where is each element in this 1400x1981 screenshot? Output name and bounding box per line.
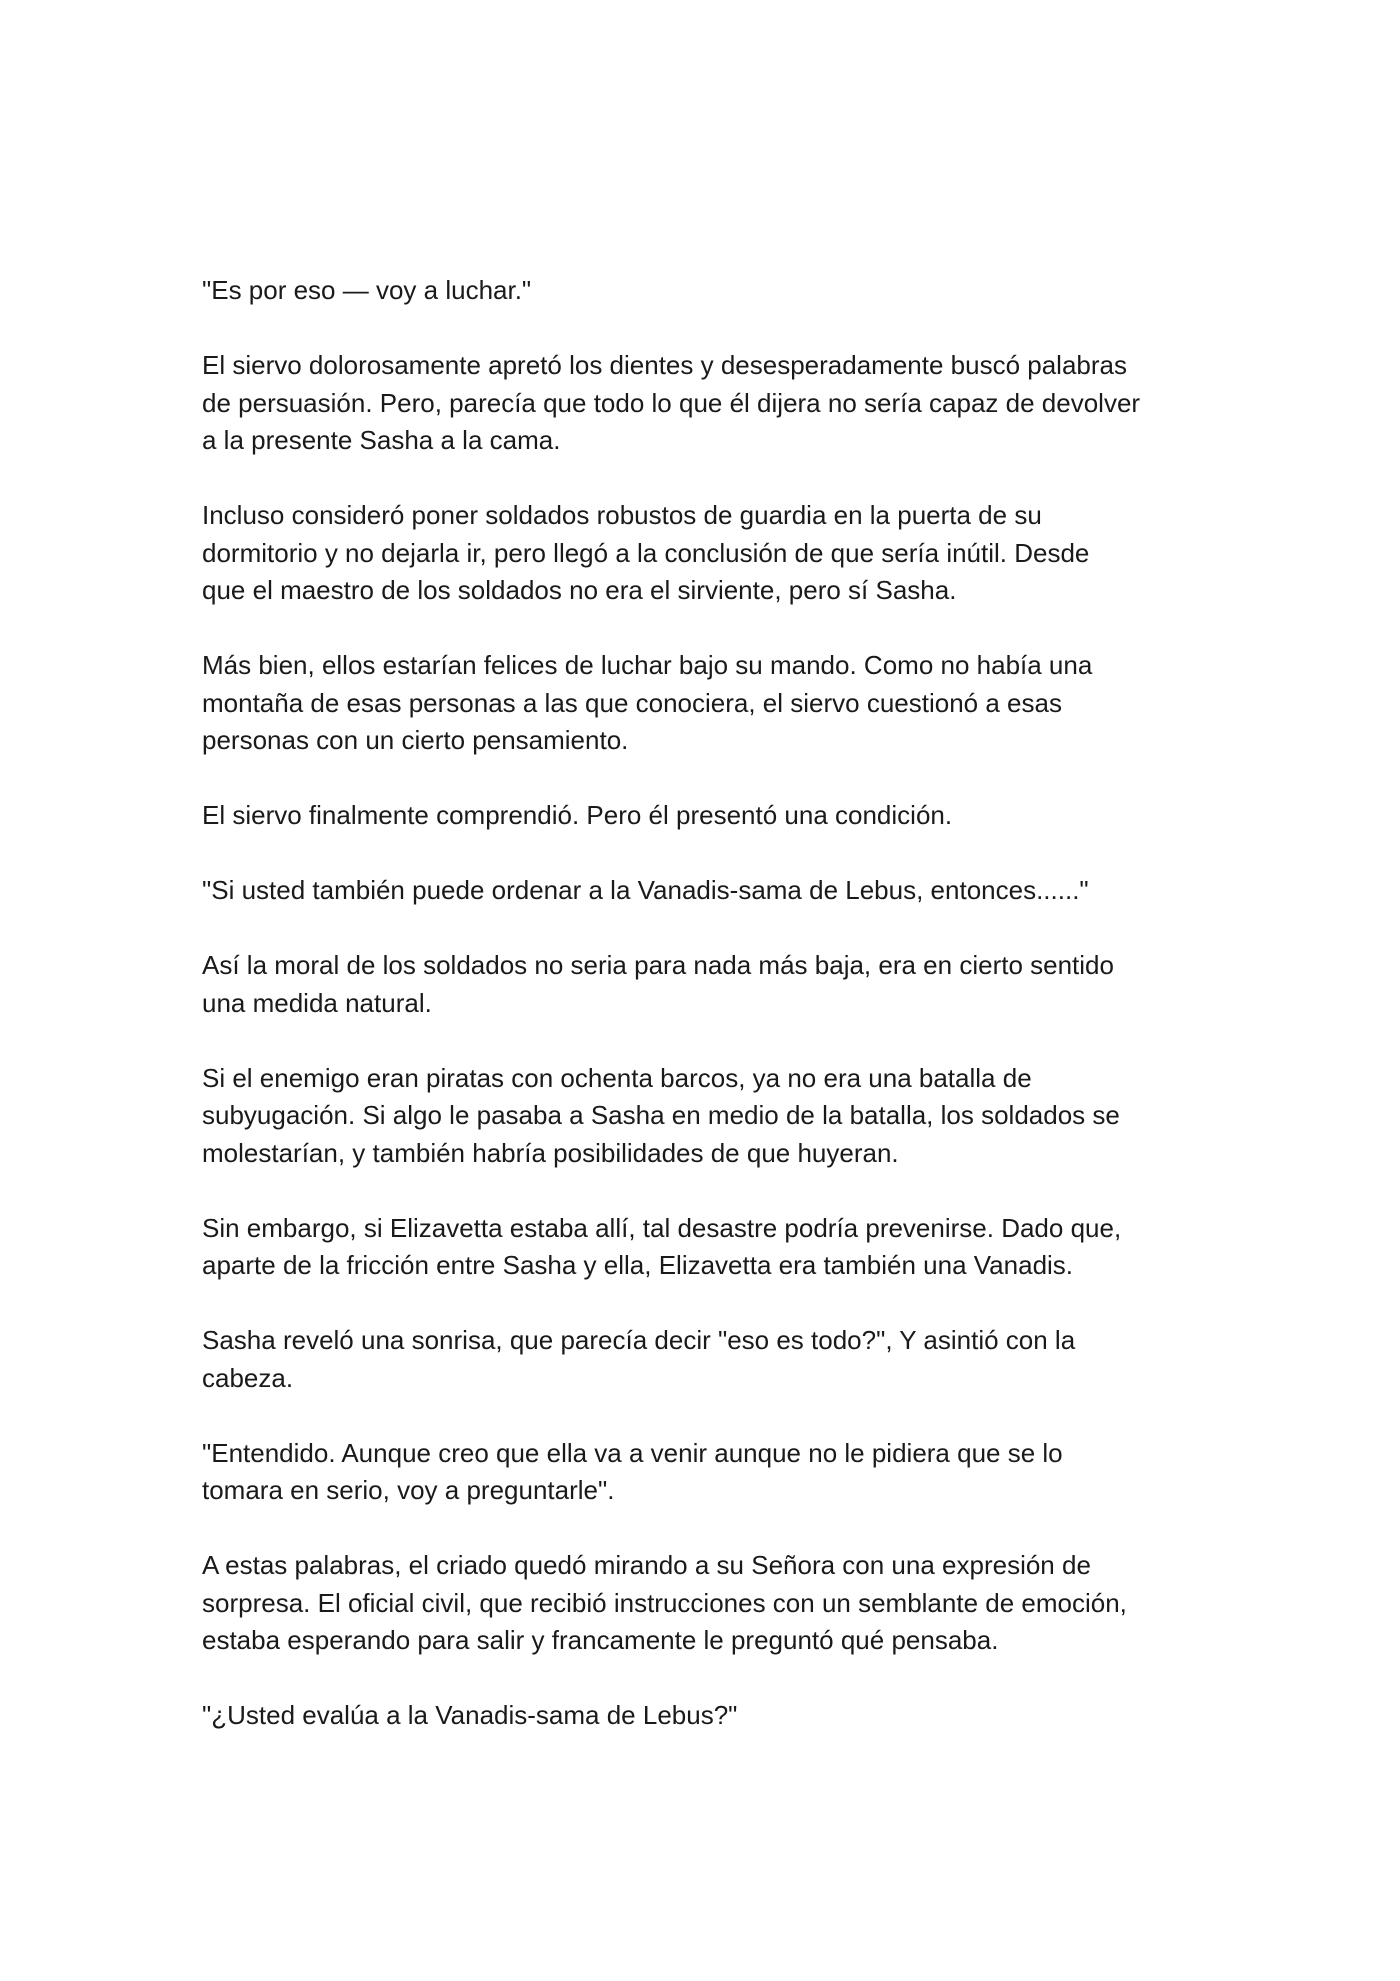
- paragraph: Sin embargo, si Elizavetta estaba allí, tal desastre podría prevenirse. Dado que, aparte de la fricción entre Sasha y ella, Elizavetta era también una Vanadis.: [202, 1212, 1122, 1280]
- paragraph: El siervo dolorosamente apretó los dientes y desesperadamente buscó palabras de persuasión. Pero, parecía que todo lo que él dijera no sería capaz de devolver a la presente Sasha a la cama.: [202, 350, 1141, 455]
- paragraph: Sasha reveló una sonrisa, que parecía decir "eso es todo?", Y asintió con la cabeza.: [202, 1325, 1076, 1393]
- paragraph: Incluso consideró poner soldados robustos de guardia en la puerta de su dormitorio y no dejarla ir, pero llegó a la conclusión de que sería inútil. Desde que el maestro de los soldados no era el sirviente, pero sí Sasha.: [202, 500, 1090, 605]
- paragraph: Más bien, ellos estarían felices de luchar bajo su mando. Como no había una montaña de esas personas a las que conociera, el siervo cuestionó a esas personas con un cierto pensamiento.: [202, 650, 1093, 755]
- paragraph: El siervo finalmente comprendió. Pero él presentó una condición.: [202, 800, 953, 830]
- paragraph: Si el enemigo eran piratas con ochenta barcos, ya no era una batalla de subyugación. Si algo le pasaba a Sasha en medio de la batalla, los soldados se molestarían, y también habría posibilidades de que huyeran.: [202, 1062, 1120, 1168]
- paragraph: Así la moral de los soldados no seria para nada más baja, era en cierto sentido una medida natural.: [202, 950, 1114, 1018]
- document-body: [202, 272, 1212, 1772]
- paragraph: "Si usted también puede ordenar a la Vanadis-sama de Lebus, entonces......": [202, 875, 1089, 905]
- paragraph: A estas palabras, el criado quedó mirando a su Señora con una expresión de sorpresa. El oficial civil, que recibió instrucciones con un semblante de emoción, estaba esperando para salir y francamente le preguntó qué pensaba.: [202, 1550, 1127, 1655]
- paragraph: "¿Usted evalúa a la Vanadis-sama de Lebus?": [202, 1700, 738, 1730]
- paragraph: "Entendido. Aunque creo que ella va a venir aunque no le pidiera que se lo tomara en serio, voy a preguntarle".: [202, 1437, 1063, 1505]
- paragraph: "Es por eso — voy a luchar.": [202, 275, 532, 305]
